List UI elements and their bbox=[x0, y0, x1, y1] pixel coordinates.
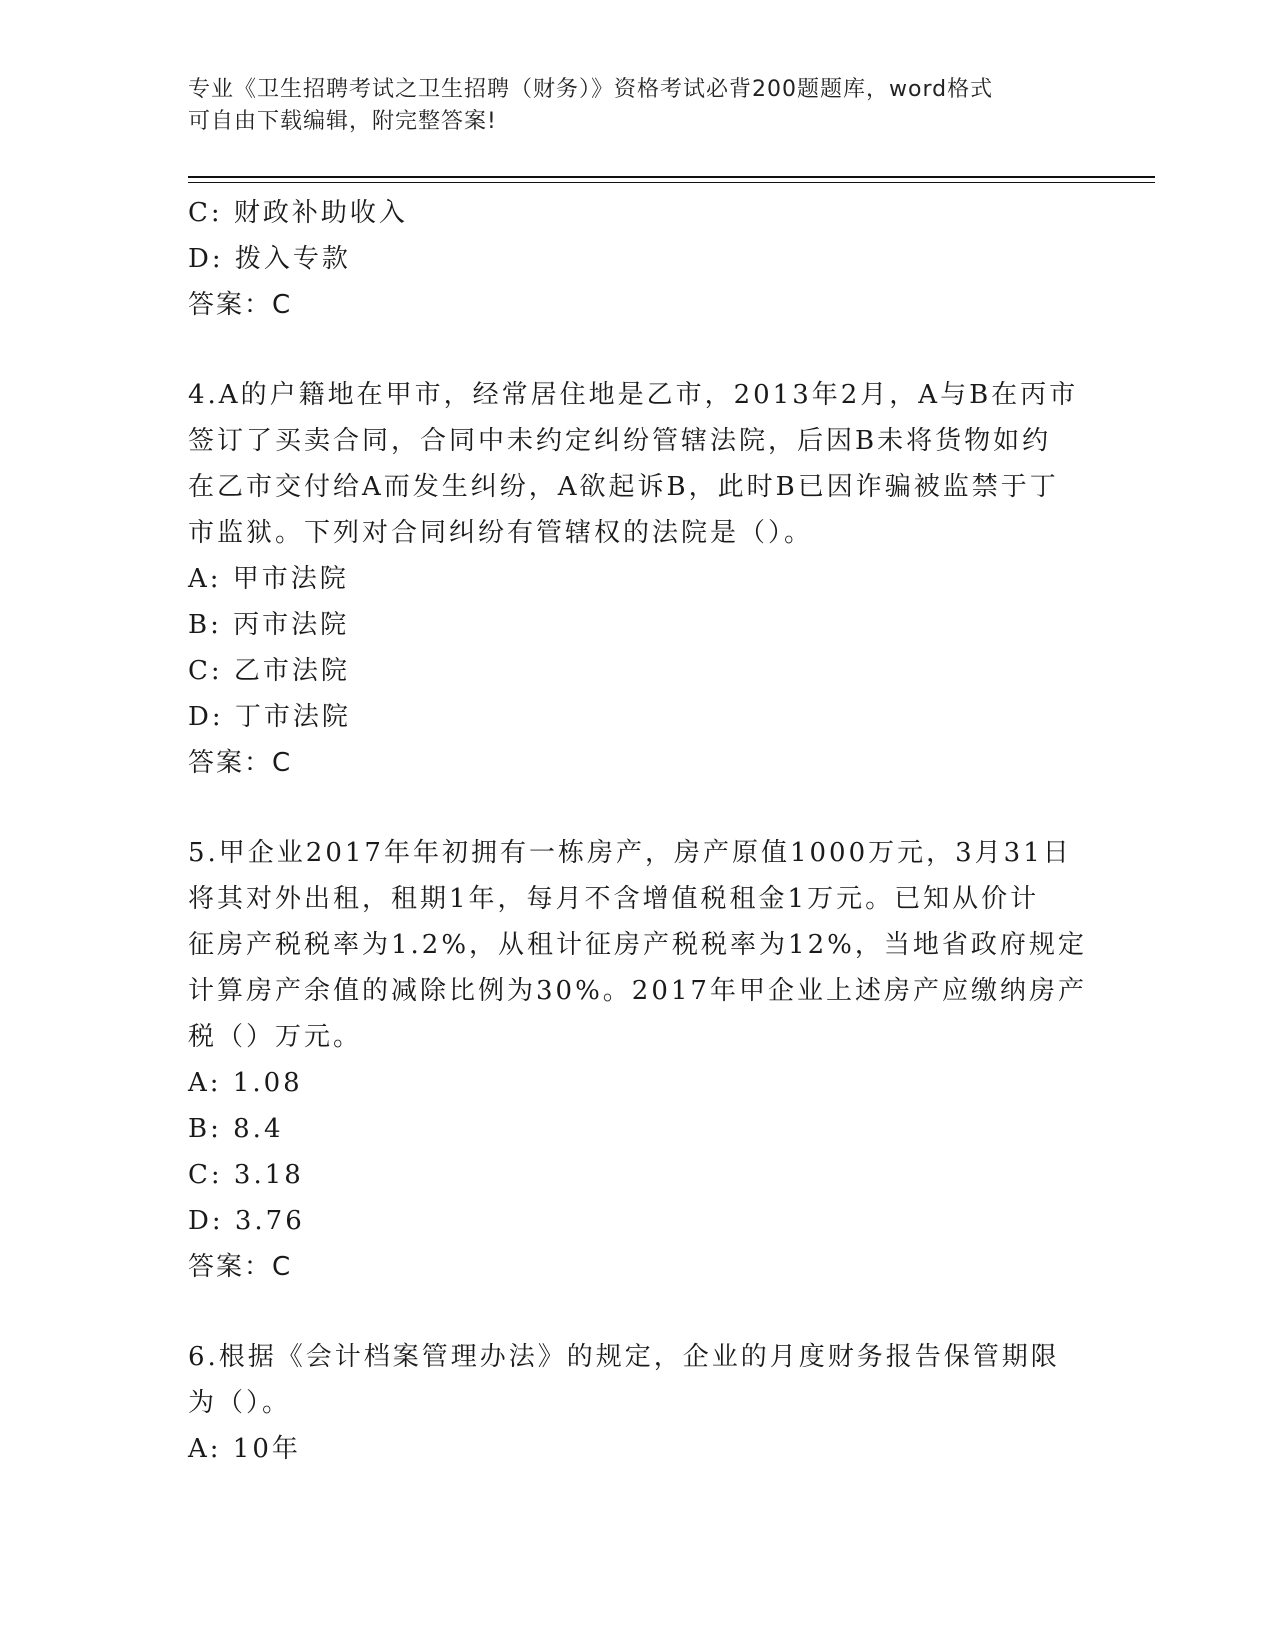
question-text-line: 签订了买卖合同，合同中未约定纠纷管辖法院，后因B未将货物如约 bbox=[188, 426, 1052, 456]
question-text-line: 税（）万元。 bbox=[188, 1022, 363, 1052]
question-text-line: 将其对外出租，租期1年，每月不含增值税租金1万元。已知从价计 bbox=[188, 884, 1040, 914]
option-b: B: 8.4 bbox=[188, 1114, 284, 1144]
header-line-1: 专业《卫生招聘考试之卫生招聘（财务）》资格考试必背200题题库，word格式 bbox=[188, 77, 994, 102]
document-header bbox=[188, 74, 1088, 138]
header-rule-thin bbox=[188, 182, 1155, 183]
question-text-line: 5.甲企业2017年年初拥有一栋房产，房产原值1000万元，3月31日 bbox=[188, 838, 1072, 868]
question-4 bbox=[188, 372, 1078, 786]
question-text-line: 计算房产余值的减除比例为30%。2017年甲企业上述房产应缴纳房产 bbox=[188, 976, 1087, 1006]
option-a: A: 1.08 bbox=[188, 1068, 303, 1098]
question-text-line: 4.A的户籍地在甲市，经常居住地是乙市，2013年2月，A与B在丙市 bbox=[188, 380, 1079, 410]
option-c: C: 3.18 bbox=[188, 1160, 304, 1190]
document-body bbox=[188, 190, 1087, 1472]
question-6 bbox=[188, 1334, 1078, 1472]
option-d: D: 3.76 bbox=[188, 1206, 305, 1236]
question-text-line: 征房产税税率为1.2%，从租计征房产税税率为12%，当地省政府规定 bbox=[188, 930, 1087, 960]
header-rule-thick bbox=[188, 176, 1155, 178]
header-line-2: 可自由下载编辑，附完整答案! bbox=[188, 109, 497, 134]
question-text-line: 6.根据《会计档案管理办法》的规定，企业的月度财务报告保管期限 bbox=[188, 1342, 1060, 1372]
option-c: C: 财政补助收入 bbox=[188, 198, 408, 228]
answer-line: 答案：C bbox=[188, 290, 293, 320]
question-3-tail bbox=[188, 190, 1078, 328]
option-a: A: 10年 bbox=[188, 1434, 301, 1464]
option-d: D: 丁市法院 bbox=[188, 702, 351, 732]
option-d: D: 拨入专款 bbox=[188, 244, 351, 274]
question-text-line: 在乙市交付给A而发生纠纷，A欲起诉B，此时B已因诈骗被监禁于丁 bbox=[188, 472, 1059, 502]
question-5 bbox=[188, 830, 1087, 1290]
question-text-line: 为（）。 bbox=[188, 1388, 292, 1418]
option-c: C: 乙市法院 bbox=[188, 656, 350, 686]
answer-line: 答案：C bbox=[188, 748, 293, 778]
option-b: B: 丙市法院 bbox=[188, 610, 350, 640]
answer-line: 答案：C bbox=[188, 1252, 293, 1282]
option-a: A: 甲市法院 bbox=[188, 564, 349, 594]
question-text-line: 市监狱。下列对合同纠纷有管辖权的法院是（）。 bbox=[188, 518, 814, 548]
